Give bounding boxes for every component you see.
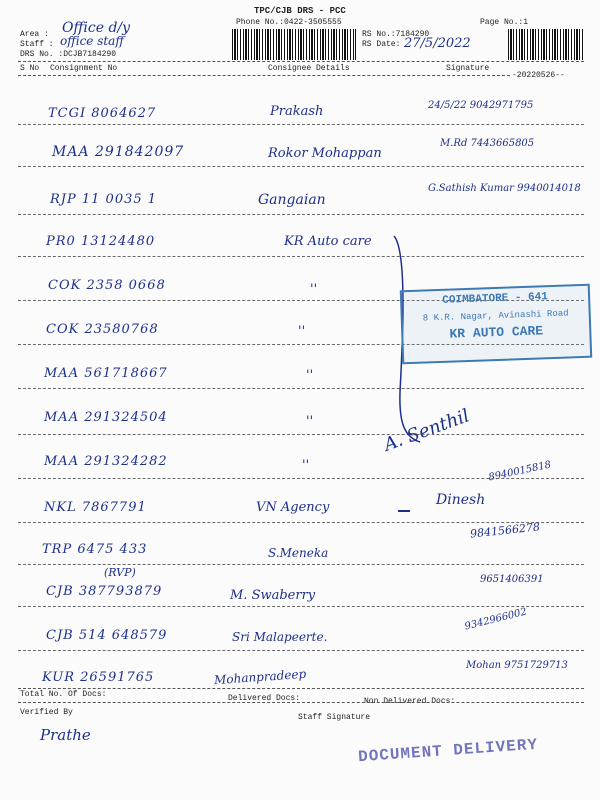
consignee-name: '' [302, 458, 310, 473]
consignment-no: MAA 291324282 [44, 454, 168, 469]
row-divider [18, 434, 584, 435]
col-consignment: Consignment No [50, 64, 118, 73]
row-divider [18, 166, 584, 167]
header-divider-2 [18, 75, 510, 76]
rs-date-value: 27/5/2022 [404, 36, 471, 51]
consignment-no: TCGI 8064627 [48, 106, 157, 121]
barcode-left [232, 29, 356, 60]
consignee-name: '' [298, 324, 306, 339]
staff-value: office staff [60, 34, 124, 48]
dash-mark [398, 510, 410, 512]
signature: 9651406391 [480, 574, 544, 585]
stamp-line: COIMBATORE - 641 [442, 291, 549, 307]
consignee-name: Rokor Mohappan [268, 146, 382, 161]
stamp-line: 8 K.R. Nagar, Avinashi Road [422, 308, 569, 324]
signature: 24/5/22 9042971795 [428, 100, 534, 111]
consignment-no: CJB 514 648579 [46, 628, 168, 643]
signature: 9841566278 [469, 520, 541, 541]
footer-divider-2 [18, 702, 584, 703]
signature: A. Senthil [381, 405, 473, 456]
document-delivery-stamp: DOCUMENT DELIVERY [357, 735, 539, 767]
col-sno: S No [20, 64, 40, 73]
signature: G.Sathish Kumar 9940014018 [428, 183, 581, 194]
delivered-docs: Delivered Docs: [228, 694, 301, 703]
staff-signature-label: Staff Signature [298, 713, 371, 722]
signature: Dinesh [436, 492, 486, 508]
row-divider [18, 606, 584, 607]
consignee-name: M. Swaberry [230, 588, 316, 603]
consignment-no: COK 2358 0668 [48, 278, 166, 293]
consignee-name: '' [310, 282, 318, 297]
drs-number: DRS No. :DCJB7184290 [20, 50, 117, 59]
consignment-no: TRP 6475 433 [42, 542, 148, 557]
staff-label: Staff : [20, 40, 54, 49]
consignment-no: COK 23580768 [46, 322, 159, 337]
verifier-signature: Prathe [40, 726, 91, 744]
consignment-no: MAA 291324504 [44, 410, 168, 425]
consignee-name: Gangaian [258, 192, 326, 208]
total-docs: Total No. Of Docs: [20, 690, 107, 699]
consignee-name: '' [306, 414, 314, 429]
consignee-name: '' [306, 368, 314, 383]
page-number: Page No.:1 [480, 18, 529, 27]
consignee-name: VN Agency [256, 500, 330, 515]
verified-by: Verified By [20, 708, 73, 717]
row-divider [18, 124, 584, 125]
consignment-no: PR0 13124480 [46, 234, 156, 249]
col-signature: Signature [446, 64, 490, 73]
row-divider [18, 478, 584, 479]
rs-date-label: RS Date: [362, 40, 401, 49]
row-divider [18, 214, 584, 215]
col-consignee: Consignee Details [268, 64, 350, 73]
consignment-no: MAA 561718667 [44, 366, 168, 381]
consignee-name: Sri Malapeerte. [232, 630, 328, 644]
row-divider [18, 522, 584, 523]
non-delivered-docs: Non Delivered Docs: [364, 697, 456, 706]
rs-number: RS No.:7184290 [362, 30, 430, 39]
phone-number: Phone No.:0422-3505555 [236, 18, 342, 27]
row-divider [18, 388, 584, 389]
consignee-name: Prakash [270, 104, 324, 119]
area-label: Area : [20, 30, 49, 39]
consignment-no: KUR 26591765 [42, 670, 155, 685]
kr-auto-care-stamp [400, 284, 592, 365]
row-divider [18, 650, 584, 651]
stamp-line: KR AUTO CARE [449, 323, 544, 342]
row-divider [18, 256, 584, 257]
row-divider [18, 564, 584, 565]
signature: 8940015818 [487, 459, 553, 484]
consignment-no: CJB 387793879 [46, 584, 163, 599]
run-date: -20220526-- [512, 71, 565, 80]
consignee-name: S.Meneka [268, 546, 329, 560]
consignment-no: NKL 7867791 [44, 500, 147, 515]
consignee-name: Mohanpradeep [213, 666, 307, 688]
consignment-no: RJP 11 0035 1 [50, 192, 158, 207]
consignee-name: KR Auto care [284, 234, 372, 249]
consignment-no: MAA 291842097 [52, 144, 185, 160]
document-title: TPC/CJB DRS - PCC [254, 6, 346, 16]
header-divider [18, 61, 584, 62]
barcode-right [508, 29, 584, 60]
signature: M.Rd 7443665805 [440, 138, 535, 149]
footer-divider [18, 688, 584, 689]
rvp-note: (RVP) [104, 566, 136, 579]
signature: Mohan 9751729713 [466, 660, 568, 671]
signature: 9342966002 [463, 606, 529, 633]
area-value: Office d/y [62, 20, 131, 36]
